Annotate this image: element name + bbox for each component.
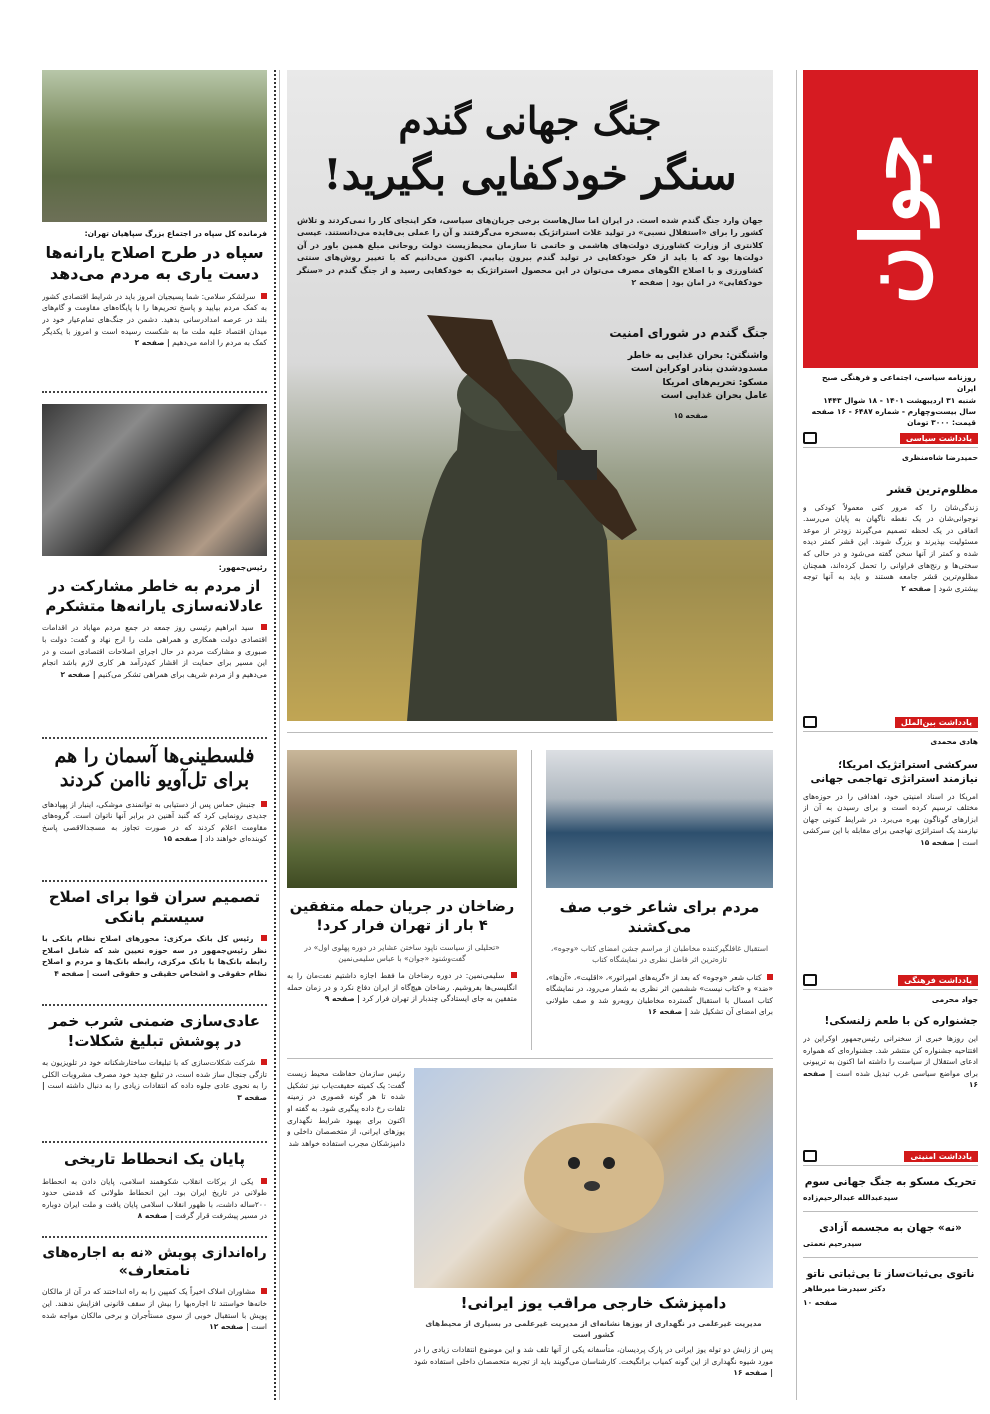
bullet — [261, 293, 267, 299]
masthead-date: شنبه ۳۱ اردیبهشت ۱۴۰۱ - ۱۸ شوال ۱۴۴۳ — [823, 395, 976, 405]
lead-body-text: جهان وارد جنگ گندم شده است. در ایران اما سال‌هاست برخی جریان‌های سیاسی، فکر اینجای کار را نمی‌کردند و تلاش کشور را برای «استقلال نسبی» در تولید غلات استراتژیک به‌سخره می‌گرفتند و آن را عملی بی‌فایده می‌دانستند. عیسی کلانتری از وزارت کشاورزی دولت‌های هاشمی و خاتمی تا سازمان محیط‌زیست دولت روحانی مبلغ همین باور در آن دولت‌ها بود که با باید از فکر خودکفایی در تولید گندم بیرون بیاییم. اکنون می‌دانیم که با تغییر روش‌های سنتی کشاورزی و با اصلاح الگوهای مصرف می‌توان در این محصول استراتژیک به خودکفایی رسید و از جنگ گندم در «سنگر خودکفایی» در امان بود — [297, 216, 763, 287]
note-icon — [803, 716, 817, 728]
section-divider — [42, 737, 267, 739]
bullet — [261, 624, 267, 630]
story-title: سپاه در طرح اصلاح یارانه‌ها دست یاری به مردم می‌دهد — [45, 243, 264, 284]
story-body: رئیس سازمان حفاظت محیط زیست گفت: یک کمیته حقیقت‌یاب نیز تشکیل شده تا هر گونه قصوری در زمینه تلفات رخ داده پیگیری شود. به گفته او اکنون برای بهبود شرایط نگهداری یوزهای ایرانی، از متخصصان داخلی و دامپزشکان مجرب استفاده خواهد شد — [287, 1069, 405, 1148]
story-ref: | صفحه ۱۲ — [209, 1322, 249, 1332]
lead-sub — [600, 326, 768, 421]
lead-body-ref: | صفحه ۲ — [631, 277, 669, 287]
story-ref: | صفحه ۸ — [137, 1211, 173, 1221]
story-body: جنبش حماس پس از دستیابی به توانمندی موشکی، اینبار از پهپادهای جدیدی رونمایی کرد که گنبد آهنین در برابر آنها ناتوان است. گروه‌های مقاومت اعلام کردند که در صورت تجاوز به مسجدالاقصی پاسخ کوبنده‌ای خواهند داد — [42, 799, 267, 844]
story-ref: | صفحه ۱۶ — [733, 1368, 773, 1378]
story-title: فلسطینی‌ها آسمان را هم برای تل‌آویو ناامن کردند — [54, 745, 255, 791]
note-ref: | صفحه ۱۶ — [803, 1068, 978, 1090]
note-ref: صفحه ۱۰ — [803, 1297, 838, 1307]
story-body: سید ابراهیم رئیسی روز جمعه در جمع مردم مهاباد در اقدامات اقتصادی دولت همکاری و همراهی ملت را ارج نهاد و گفت: دولت با صبوری و مشارکت مردم در حال اجرای اصلاحات اقتصادی است و در این مسیر برای حمایت از اقشار کم‌درآمد هر کاری لازم باشد انجام می‌دهیم و از مردم شریف برای همراهی تشکر می‌کنیم — [42, 623, 267, 679]
story-ref: | صفحه ۳ — [42, 1081, 267, 1102]
story-ref: | صفحه ۹ — [324, 994, 360, 1004]
story-subtitle: مدیریت غیرعلمی در نگهداری از یوزها نشانه‌ای از مدیریت غیرعلمی در بسیاری از محیط‌های کشور است — [425, 1318, 762, 1339]
divider — [803, 1257, 978, 1258]
lead-sub-title: جنگ گندم در شورای امنیت — [609, 326, 768, 340]
note-icon — [803, 432, 817, 444]
note-author: هادی محمدی — [930, 737, 978, 746]
book-fair-photo — [546, 750, 773, 888]
lead-sub-item: واشنگتن: بحران غذایی به خاطر — [627, 350, 768, 361]
note-author: سیدرحیم نعمتی — [803, 1238, 862, 1248]
note-icon — [803, 974, 817, 986]
bullet — [261, 801, 267, 807]
story-title: رضاخان در جریان حمله متفقین ۴ بار از تهران فرار کرد! — [289, 899, 515, 934]
lead-sub-item: عامل بحران غذایی است — [660, 391, 768, 402]
masthead-issue: سال بیست‌وچهارم - شماره ۶۴۸۷ - ۱۶ صفحه — [811, 406, 976, 416]
story-chocolate-ad — [42, 1012, 267, 1123]
note-title: تحریک مسکو به جنگ جهانی سوم — [804, 1176, 977, 1188]
divider — [287, 1058, 773, 1059]
president-photo — [42, 404, 267, 556]
story-kicker: فرمانده کل سپاه در اجتماع بزرگ سپاهیان تهران: — [84, 229, 267, 238]
bullet — [261, 1178, 267, 1184]
masthead-desc: روزنامه سیاسی، اجتماعی و فرهنگی صبح ایران — [822, 373, 976, 394]
note-icon — [803, 1150, 817, 1162]
story-body: سرلشکر سلامی: شما پسیجیان امروز باید در شرایط اقتصادی کشور به کمک مردم بیایید و پاسخ تحریم‌ها را با پایگاه‌های مقاومت و گام‌های بلند در عرصه امدادرسانی بدهید. دشمن در جنگ‌های تمام‌عیار خود در میدان اقتصاد علیه ملت ما به شکست رسیده است و امروز با یکدیگر کمک به مردم را ادامه می‌دهیم — [42, 291, 267, 348]
note-international — [803, 716, 978, 931]
story-palestine — [42, 745, 267, 861]
note-label: یادداشت بین‌الملل — [895, 717, 978, 728]
story-decline — [42, 1150, 267, 1224]
section-divider — [42, 880, 267, 882]
section-divider — [42, 1004, 267, 1006]
note-title: سرکشی استراتژیک امریکا؛ نیازمند استراتژی تهاجمی جهانی — [810, 759, 978, 785]
column-divider — [796, 70, 797, 1400]
bullet — [261, 1059, 267, 1065]
story-banking — [42, 888, 267, 995]
story-cheetah — [414, 1294, 773, 1406]
masthead-info — [804, 372, 976, 428]
cheetah-cub-photo — [414, 1068, 773, 1288]
cub-illustration — [414, 1068, 773, 1288]
divider — [287, 732, 773, 733]
bullet — [511, 972, 517, 978]
story-title: پایان یک انحطاط تاریخی — [64, 1150, 245, 1168]
lead-sub-items — [600, 350, 768, 404]
story-kicker: رئیس‌جمهور: — [218, 563, 267, 572]
story-title: مردم برای شاعر خوب صف می‌کشند — [559, 898, 760, 936]
note-title: «نه» جهان به مجسمه آزادی — [819, 1221, 962, 1234]
note-security — [803, 1150, 978, 1308]
note-political — [803, 432, 978, 697]
story-title: عادی‌سازی ضمنی شرب خمر در پوشش تبلیغ شکلات! — [49, 1012, 260, 1050]
section-divider — [42, 1141, 267, 1143]
note-body: امریکا در اسناد امنیتی خود، اهدافی را در حوزه‌های مختلف ترسیم کرده است و برای رسیدن به آن از ابزارهای گوناگون بهره می‌برد. در شرایط کنونی جهان نیازمند یک استراتژی تهاجمی برای مقابله با این سرکشی است — [803, 791, 978, 848]
divider — [803, 1211, 978, 1212]
story-subtitle: «تحلیلی از سیاست ناپود ساختن عشایر در دوره پهلوی اول» در گفت‌وشنود «جوان» با عباس سلیمی‌نمین — [304, 942, 500, 963]
story-body: کتاب شعر «وجوه» که بعد از «گریه‌های امپراتور»، «اقلیت»، «آن‌ها»، «ضد» و «کتاب نیست» ششمین اثر نظری به شمار می‌رود، در نمایشگاه کتاب امسال با استقبال گسترده مخاطبان روبه‌رو شد و صف طولانی برای امضای آن تشکیل شد — [546, 972, 773, 1017]
lead-sub-item: مسکو: تحریم‌های امریکا — [662, 377, 768, 388]
note-author: دکتر سیدرضا میرطاهر — [803, 1284, 886, 1294]
note-ref: | صفحه ۲ — [901, 583, 937, 593]
section-divider — [42, 1236, 267, 1238]
note-body: این روزها خبری از سخنرانی رئیس‌جمهور اوکراین در افتتاحیه جشنواره کن منتشر شد. جشنواره‌ای که همواره ادعای استقلال از سیاست را داشته اما اکنون به تریبونی برای مواضع سیاسی غرب تبدیل شده است — [803, 1033, 978, 1078]
story-body: رئیس کل بانک مرکزی: محورهای اصلاح نظام بانکی با نظر رئیس‌جمهور در سه حوزه تعیین شد که شامل اصلاح رابطه بانک‌ها با بانک مرکزی، رابطه بانک‌ها و مردم و اصلاح نظام حقوقی و اشخاص حقیقی و حقوقی است — [42, 934, 267, 978]
note-author: جواد محرمی — [931, 995, 978, 1004]
story-body: یکی از برکات انقلاب شکوهمند اسلامی، پایان دادن به انحطاط طولانی در تاریخ ایران بود. این انحطاط طولانی که قدمتی حدود ۲۰۰ساله داشت، با ظهور انقلاب اسلامی پایان یافت و ملت ایران دوباره در مسیر پیشرفت قرار گرفت — [42, 1176, 267, 1221]
section-divider — [42, 391, 267, 393]
masthead-logo — [803, 70, 978, 368]
story-body: شرکت شکلات‌سازی که با تبلیغات ساختارشکنانه خود در تلویزیون به تازگی جنجال ساز شده است، در تبلیغ جدید خود مصرف مشروبات الکلی را به نحوی عادی جلوه داده که انتقادات زیادی را به دنبال داشته است — [42, 1058, 267, 1091]
note-cultural — [803, 974, 978, 1153]
lead-body — [297, 215, 763, 289]
note-title: مظلوم‌ترین قشر — [886, 483, 978, 497]
story-ref: | صفحه ۱۶ — [647, 1007, 688, 1017]
note-ref: | صفحه ۱۵ — [920, 838, 960, 848]
story-ref: | صفحه ۲ — [134, 338, 170, 348]
note-title: ناتوی بی‌ثبات‌ساز تا بی‌ثباتی ناتو — [806, 1267, 975, 1280]
story-ref: | صفحه ۲ — [60, 669, 96, 679]
story-title: راه‌اندازی پویش «نه به اجاره‌های نامتعارف» — [42, 1245, 267, 1280]
lead-title-line2: سنگر خودکفایی بگیرید! — [323, 150, 737, 199]
note-title: جشنواره کن با طعم زلنسکی! — [824, 1015, 978, 1028]
lead-sub-item: مسدودشدن بنادر اوکراین است — [630, 364, 768, 375]
logo-text: جوان — [843, 133, 938, 305]
bullet — [261, 935, 267, 941]
story-cheetah-side — [287, 1068, 405, 1343]
bullet — [261, 1288, 267, 1294]
lead-sub-ref: صفحه ۱۵ — [673, 410, 708, 420]
note-author: حمیدرضا شاه‌منظری — [902, 453, 978, 462]
note-label: یادداشت فرهنگی — [898, 975, 978, 986]
interview-photo — [287, 750, 517, 888]
note-body: زندگی‌شان را که مرور کنی معمولاً کودکی و نوجوانی‌شان در یک نقطه ناگهان به پایان می‌رسد. اتفاقی در یک لحظه تصمیم می‌گیرند زودتر از موعد مسئولیت بپذیرند و بزرگ شوند. این قشر کمتر دیده شده و کمتر از آنها سخن گفته می‌شود و در حالی که سختی‌ها و رنج‌های فراوانی را تحمل کرده‌اند، همچنان مظلوم‌ترین قشر جامعه هستند و باید به آنها توجه بیشتری شود — [803, 502, 978, 593]
story-subtitle: استقبال غافلگیرکننده مخاطبان از مراسم جشن امضای کتاب «وجوه»، تازه‌ترین اثر فاضل نظری در نمایشگاه کتاب — [550, 944, 769, 965]
story-title: از مردم به خاطر مشارکت در عادلانه‌سازی یارانه‌ها متشکرم — [45, 577, 264, 615]
masthead-price: قیمت: ۳۰۰۰ تومان — [907, 418, 976, 427]
story-title: تصمیم سران قوا برای اصلاح سیستم بانکی — [48, 888, 261, 926]
irgc-photo — [42, 70, 267, 222]
lead-title-line1: جنگ جهانی گندم — [398, 98, 662, 143]
note-author: سیدعبدالله عبدالرحیم‌زاده — [803, 1192, 898, 1202]
story-book-fair — [546, 898, 773, 1060]
story-irgc — [42, 228, 267, 361]
column-divider — [279, 70, 280, 1400]
story-rent — [42, 1244, 267, 1356]
story-ref: | صفحه ۱۵ — [162, 834, 203, 844]
story-body: پس از زایش دو توله یوز ایرانی در پارک پردیسان، متأسفانه یکی از آنها تلف شد و این موضوع انتقادات زیادی را در مورد شیوه نگهداری از این گونه کمیاب برانگیخت. کارشناسان می‌گویند باید از تجربه متخصصان داخلی استفاده شود — [414, 1345, 773, 1366]
dotted-border — [274, 70, 276, 1400]
column-divider — [531, 750, 532, 1050]
story-body: سلیمی‌نمین: در دوره رضاخان ما فقط اجازه داشتیم نفت‌مان را به انگلیسی‌ها بفروشیم. رضاخان هیچ‌گاه از ایران دفاع نکرد و در زمان حمله متفقین به جای ایستادگی چندبار از تهران فرار کرد — [287, 971, 517, 1004]
note-label: یادداشت امنیتی — [904, 1151, 978, 1162]
bullet — [767, 974, 773, 980]
story-president — [42, 562, 267, 702]
story-body: مشاوران املاک اخیراً یک کمپین را به راه انداختند که در آن از مالکان خانه‌ها خواستند تا اجاره‌بها را بیش از سقف قانونی افزایش ندهند. این پویش با استقبال خوبی از سوی مستأجران و برخی مالکان مواجه شده است — [42, 1287, 267, 1332]
story-ref: | صفحه ۴ — [54, 968, 90, 978]
story-title: دامپزشک خارجی مراقب یوز ایرانی! — [460, 1294, 727, 1312]
note-label: یادداشت سیاسی — [900, 433, 978, 444]
story-interview — [287, 898, 517, 1058]
